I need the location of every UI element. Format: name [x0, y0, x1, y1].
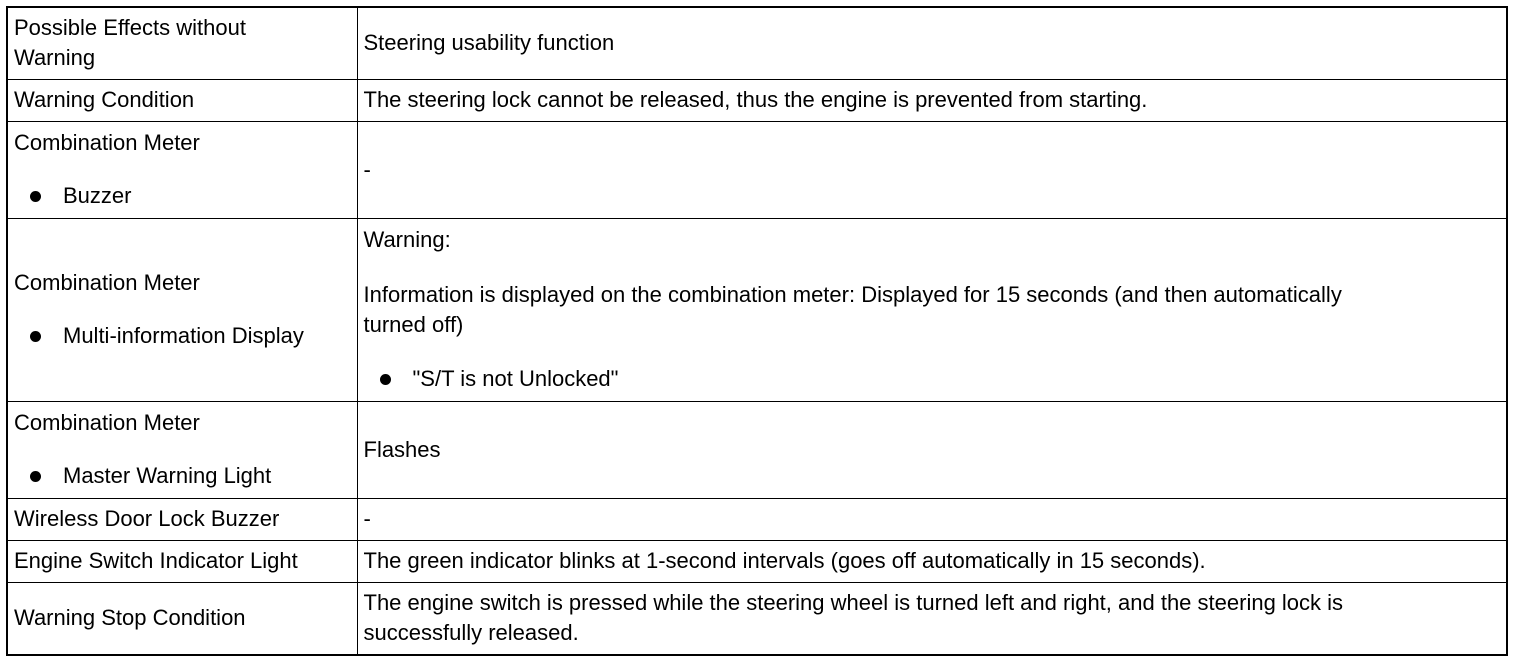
table-row	[7, 582, 1507, 655]
row-value	[357, 218, 1507, 401]
label-line: Combination Meter	[14, 410, 200, 435]
value-line: successfully released.	[363, 620, 579, 646]
row-value: -	[357, 121, 1507, 218]
list-item-text: "S/T is not Unlocked"	[412, 366, 619, 391]
table-row	[7, 401, 1507, 498]
row-label: Warning Condition	[7, 79, 357, 121]
row-value: The green indicator blinks at 1-second intervals (goes off automatically in 15 seconds).	[357, 540, 1507, 582]
list-item	[14, 181, 351, 211]
value-line: turned off)	[363, 312, 464, 337]
table-row	[7, 218, 1507, 401]
row-label	[7, 121, 357, 218]
row-label	[7, 218, 357, 401]
bullet-icon	[30, 331, 41, 342]
list-item	[364, 364, 1501, 394]
label-line: Combination Meter	[14, 270, 200, 295]
row-value: The steering lock cannot be released, thus the engine is prevented from starting.	[357, 79, 1507, 121]
bullet-icon	[30, 471, 41, 482]
label-line: Warning	[14, 45, 96, 71]
label-line: Possible Effects without	[14, 15, 246, 41]
table-row	[7, 121, 1507, 218]
bullet-icon	[30, 191, 41, 202]
row-label: Warning Stop Condition	[7, 582, 357, 655]
table-row	[7, 79, 1507, 121]
warning-spec-table	[6, 6, 1508, 656]
list-item	[14, 461, 351, 491]
bullet-icon	[380, 374, 391, 385]
row-label: Wireless Door Lock Buzzer	[7, 498, 357, 540]
list-item-text: Buzzer	[63, 183, 132, 208]
table-row	[7, 540, 1507, 582]
value-line: Information is displayed on the combination meter: Displayed for 15 seconds (and then automatically	[363, 282, 1342, 307]
value-title: Warning:	[363, 227, 451, 252]
row-label	[7, 7, 357, 79]
value-line: The engine switch is pressed while the steering wheel is turned left and right, and the steering lock is	[363, 590, 1344, 616]
row-label: Engine Switch Indicator Light	[7, 540, 357, 582]
table-row	[7, 7, 1507, 79]
row-label	[7, 401, 357, 498]
row-value: Steering usability function	[357, 7, 1507, 79]
table-row	[7, 498, 1507, 540]
row-value	[357, 582, 1507, 655]
list-item	[14, 321, 351, 351]
row-value: -	[357, 498, 1507, 540]
label-line: Combination Meter	[14, 130, 200, 155]
row-value: Flashes	[357, 401, 1507, 498]
list-item-text: Multi-information Display	[63, 323, 304, 348]
list-item-text: Master Warning Light	[63, 463, 272, 488]
